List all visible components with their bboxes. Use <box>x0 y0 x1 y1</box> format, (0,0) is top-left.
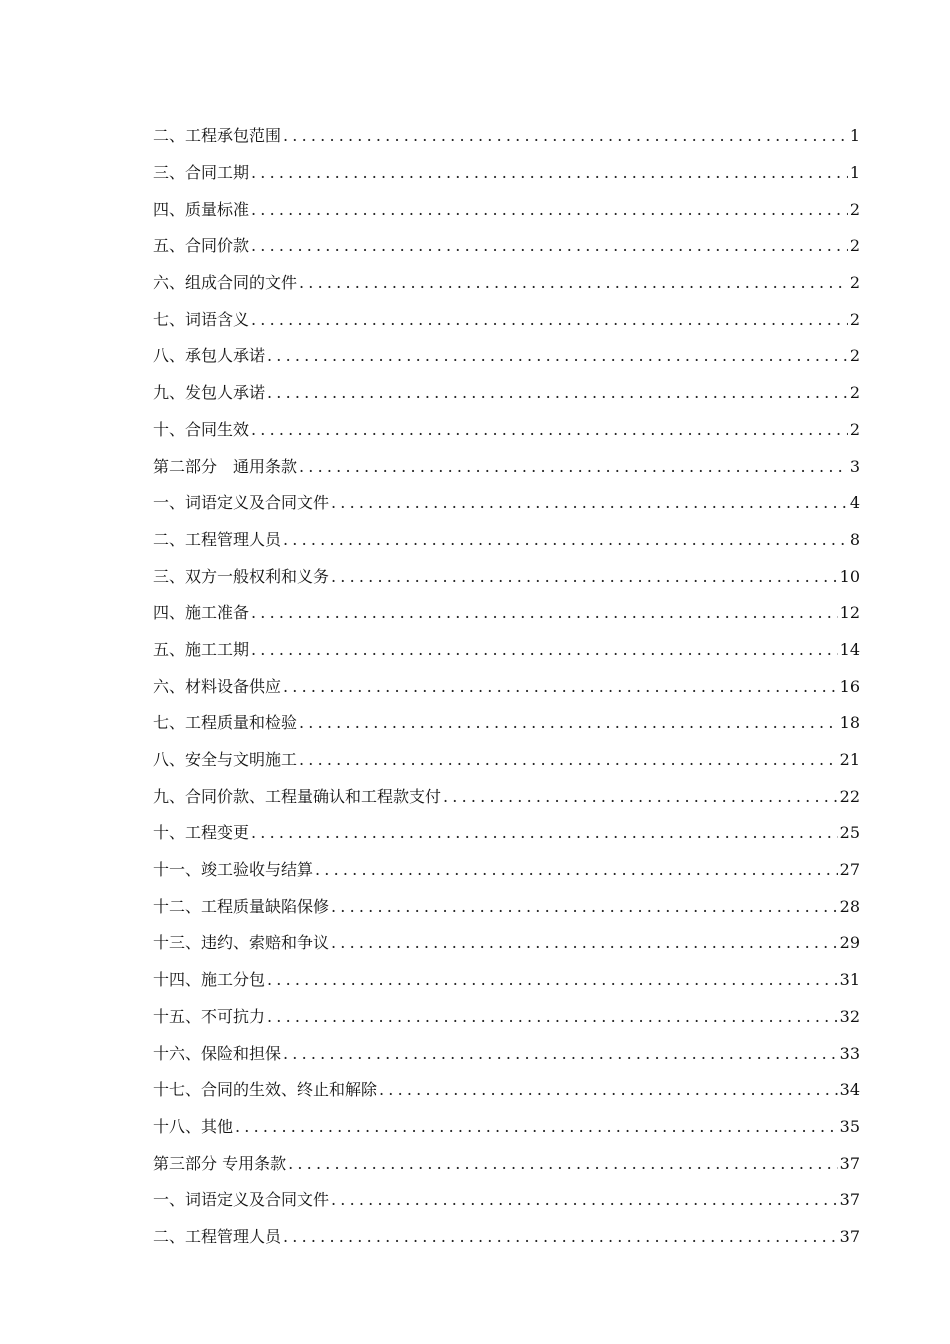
toc-entry-page: 28 <box>839 896 860 916</box>
toc-dot-leader <box>331 1190 838 1210</box>
toc-entry-page: 2 <box>849 236 860 256</box>
toc-entry[interactable] <box>153 155 860 192</box>
toc-dot-leader <box>251 603 838 623</box>
toc-entry-title: 二、工程管理人员 <box>153 1226 282 1246</box>
toc-entry-page: 21 <box>839 750 860 770</box>
toc-dot-leader <box>283 1227 838 1247</box>
toc-entry-page: 14 <box>839 639 860 659</box>
toc-entry[interactable] <box>153 668 860 705</box>
toc-dot-leader <box>283 677 838 697</box>
toc-entry-page: 2 <box>849 309 860 329</box>
toc-entry-title: 八、承包人承诺 <box>153 346 266 366</box>
toc-entry[interactable] <box>153 852 860 889</box>
toc-entry-title: 二、工程承包范围 <box>153 126 282 146</box>
toc-entry-title: 十、合同生效 <box>153 419 250 439</box>
toc-entry[interactable] <box>153 301 860 338</box>
toc-entry-page: 33 <box>839 1043 860 1063</box>
toc-entry[interactable] <box>153 118 860 155</box>
toc-dot-leader <box>299 273 848 293</box>
toc-entry[interactable] <box>153 228 860 265</box>
toc-entry-page: 12 <box>839 603 860 623</box>
toc-dot-leader <box>299 457 848 477</box>
toc-dot-leader <box>331 933 838 953</box>
toc-dot-leader <box>251 236 848 256</box>
toc-entry-title: 九、发包人承诺 <box>153 383 266 403</box>
toc-dot-leader <box>251 200 848 220</box>
toc-entry[interactable] <box>153 1145 860 1182</box>
toc-dot-leader <box>315 860 838 880</box>
toc-entry-title: 七、词语含义 <box>153 309 250 329</box>
toc-dot-leader <box>331 897 838 917</box>
toc-entry-title: 三、合同工期 <box>153 163 250 183</box>
toc-dot-leader <box>299 750 838 770</box>
toc-entry[interactable] <box>153 265 860 302</box>
toc-entry[interactable] <box>153 632 860 669</box>
toc-entry-title: 第二部分 通用条款 <box>153 456 298 476</box>
toc-entry[interactable] <box>153 522 860 559</box>
toc-entry-title: 三、双方一般权利和义务 <box>153 566 330 586</box>
toc-dot-leader <box>251 640 838 660</box>
toc-dot-leader <box>283 126 848 146</box>
toc-dot-leader <box>267 383 848 403</box>
toc-entry-title: 六、材料设备供应 <box>153 676 282 696</box>
toc-entry-title: 十一、竣工验收与结算 <box>153 860 314 880</box>
toc-dot-leader <box>331 567 838 587</box>
toc-dot-leader <box>267 970 838 990</box>
toc-entry[interactable] <box>153 1182 860 1219</box>
toc-entry-title: 五、施工工期 <box>153 639 250 659</box>
toc-entry-title: 十八、其他 <box>153 1116 234 1136</box>
toc-entry-page: 10 <box>839 566 860 586</box>
toc-entry-title: 十六、保险和担保 <box>153 1043 282 1063</box>
toc-entry-page: 2 <box>849 419 860 439</box>
toc-entry-title: 十四、施工分包 <box>153 970 266 990</box>
toc-entry-page: 3 <box>849 456 860 476</box>
toc-entry-title: 十三、违约、索赔和争议 <box>153 933 330 953</box>
toc-entry[interactable] <box>153 1072 860 1109</box>
toc-dot-leader <box>299 713 838 733</box>
toc-entry[interactable] <box>153 925 860 962</box>
toc-entry-title: 一、词语定义及合同文件 <box>153 1190 330 1210</box>
toc-entry-page: 2 <box>849 199 860 219</box>
toc-entry-title: 十五、不可抗力 <box>153 1006 266 1026</box>
toc-entry[interactable] <box>153 962 860 999</box>
toc-dot-leader <box>288 1154 838 1174</box>
toc-dot-leader <box>379 1080 838 1100</box>
toc-entry-title: 五、合同价款 <box>153 236 250 256</box>
toc-entry-page: 1 <box>849 126 860 146</box>
toc-entry-page: 37 <box>839 1226 860 1246</box>
toc-dot-leader <box>235 1117 838 1137</box>
toc-entry-page: 31 <box>839 970 860 990</box>
toc-entry-title: 十二、工程质量缺陷保修 <box>153 896 330 916</box>
toc-entry[interactable] <box>153 1109 860 1146</box>
toc-entry-page: 35 <box>839 1116 860 1136</box>
toc-dot-leader <box>251 310 848 330</box>
toc-entry[interactable] <box>153 742 860 779</box>
toc-entry[interactable] <box>153 191 860 228</box>
toc-entry-page: 4 <box>849 493 860 513</box>
toc-entry-page: 8 <box>849 529 860 549</box>
toc-entry-page: 22 <box>839 786 860 806</box>
toc-entry[interactable] <box>153 448 860 485</box>
toc-entry-title: 二、工程管理人员 <box>153 529 282 549</box>
toc-dot-leader <box>251 420 848 440</box>
toc-entry-page: 1 <box>849 163 860 183</box>
toc-entry-page: 18 <box>839 713 860 733</box>
toc-entry[interactable] <box>153 558 860 595</box>
toc-dot-leader <box>251 823 838 843</box>
toc-entry[interactable] <box>153 1219 860 1256</box>
toc-entry-page: 2 <box>849 383 860 403</box>
toc-entry-page: 29 <box>839 933 860 953</box>
toc-entry-page: 2 <box>849 346 860 366</box>
toc-entry-title: 十、工程变更 <box>153 823 250 843</box>
table-of-contents <box>153 118 860 1255</box>
toc-dot-leader <box>283 1044 838 1064</box>
toc-entry[interactable] <box>153 595 860 632</box>
toc-entry-title: 第三部分 专用条款 <box>153 1153 287 1173</box>
toc-entry[interactable] <box>153 778 860 815</box>
toc-entry[interactable] <box>153 815 860 852</box>
toc-entry-title: 八、安全与文明施工 <box>153 750 298 770</box>
toc-entry-page: 32 <box>839 1006 860 1026</box>
toc-entry[interactable] <box>153 412 860 449</box>
toc-entry-page: 37 <box>839 1153 860 1173</box>
toc-entry[interactable] <box>153 999 860 1036</box>
toc-dot-leader <box>283 530 848 550</box>
toc-entry-title: 四、施工准备 <box>153 603 250 623</box>
toc-entry-title: 一、词语定义及合同文件 <box>153 493 330 513</box>
toc-entry-page: 37 <box>839 1190 860 1210</box>
toc-entry-title: 九、合同价款、工程量确认和工程款支付 <box>153 786 442 806</box>
toc-dot-leader <box>443 787 838 807</box>
toc-entry-title: 六、组成合同的文件 <box>153 273 298 293</box>
toc-entry-page: 16 <box>839 676 860 696</box>
toc-entry-title: 十七、合同的生效、终止和解除 <box>153 1080 378 1100</box>
toc-entry-page: 2 <box>849 273 860 293</box>
toc-entry[interactable] <box>153 375 860 412</box>
toc-entry[interactable] <box>153 1035 860 1072</box>
toc-dot-leader <box>267 1007 838 1027</box>
toc-entry-page: 34 <box>839 1080 860 1100</box>
toc-dot-leader <box>267 346 848 366</box>
toc-entry[interactable] <box>153 888 860 925</box>
toc-dot-leader <box>331 493 848 513</box>
toc-entry[interactable] <box>153 705 860 742</box>
toc-entry-page: 25 <box>839 823 860 843</box>
toc-entry[interactable] <box>153 485 860 522</box>
toc-dot-leader <box>251 163 848 183</box>
toc-entry-title: 四、质量标准 <box>153 199 250 219</box>
toc-entry-page: 27 <box>839 860 860 880</box>
toc-entry[interactable] <box>153 338 860 375</box>
toc-entry-title: 七、工程质量和检验 <box>153 713 298 733</box>
